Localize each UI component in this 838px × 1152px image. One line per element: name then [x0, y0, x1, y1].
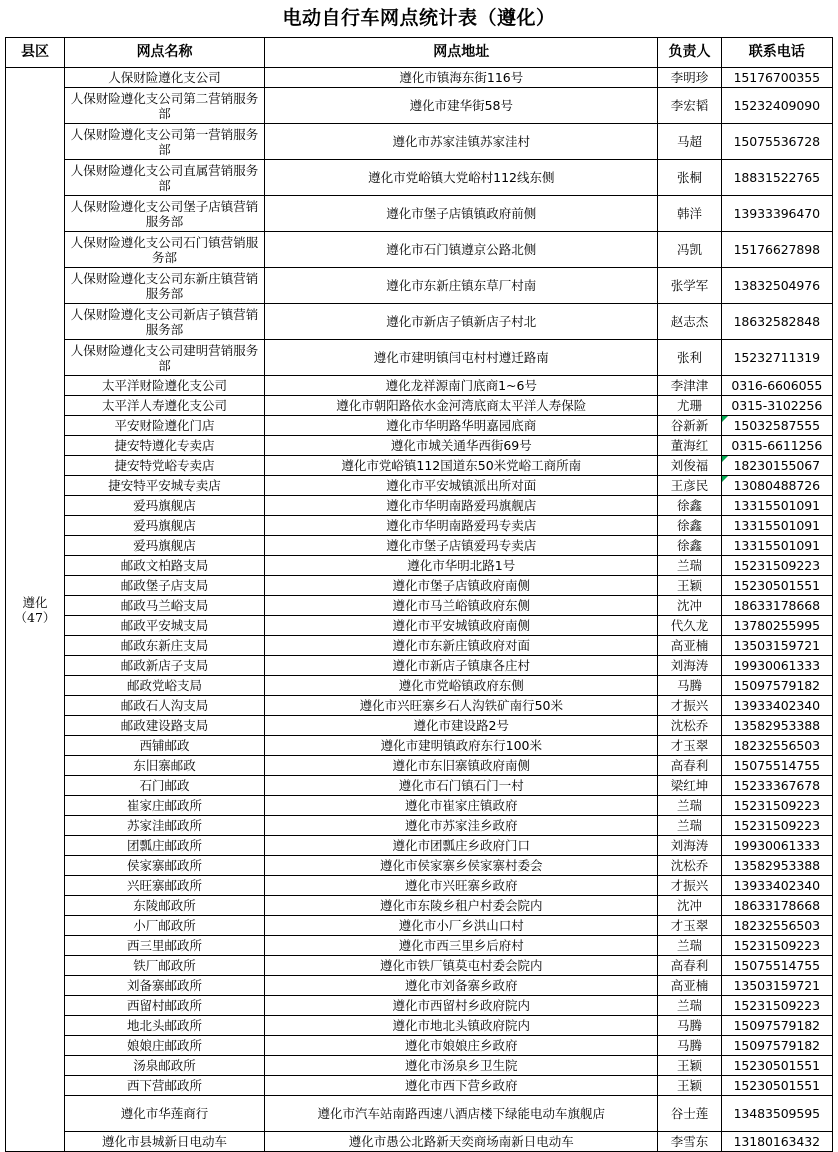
table-row[interactable] — [6, 956, 833, 976]
cell-contact-person: 刘海涛 — [658, 836, 721, 856]
cell-outlet-address: 遵化市建设路2号 — [265, 716, 658, 736]
table-row[interactable] — [6, 976, 833, 996]
cell-contact-phone: 13315501091 — [721, 536, 832, 556]
cell-contact-person: 王彦民 — [658, 476, 721, 496]
cell-outlet-address: 遵化市西三里乡后府村 — [265, 936, 658, 956]
cell-outlet-name: 爱玛旗舰店 — [64, 536, 264, 556]
county-name: 遵化 — [22, 594, 48, 610]
cell-outlet-name: 太平洋人寿遵化支公司 — [64, 396, 264, 416]
cell-outlet-name: 地北头邮政所 — [64, 1016, 264, 1036]
outlets-table — [5, 37, 833, 1152]
table-row[interactable] — [6, 232, 833, 268]
cell-contact-phone: 15075536728 — [721, 124, 832, 160]
cell-contact-phone-flagged: 13080488726 — [721, 476, 832, 496]
cell-contact-person: 马腾 — [658, 1036, 721, 1056]
cell-outlet-name: 东陵邮政所 — [64, 896, 264, 916]
cell-outlet-name: 西三里邮政所 — [64, 936, 264, 956]
cell-contact-phone: 13780255995 — [721, 616, 832, 636]
cell-contact-phone: 0316-6606055 — [721, 376, 832, 396]
cell-contact-phone: 18633178668 — [721, 896, 832, 916]
table-row[interactable] — [6, 1096, 833, 1132]
table-row[interactable] — [6, 796, 833, 816]
cell-outlet-name: 汤泉邮政所 — [64, 1056, 264, 1076]
cell-outlet-address: 遵化市愚公北路新天奕商场南新日电动车 — [265, 1132, 658, 1152]
cell-contact-phone: 19930061333 — [721, 836, 832, 856]
cell-outlet-address: 遵化市汽车站南路西速八酒店楼下绿能电动车旗舰店 — [265, 1096, 658, 1132]
cell-outlet-address: 遵化市朝阳路依水金河湾底商太平洋人寿保险 — [265, 396, 658, 416]
county-cell — [6, 68, 65, 1152]
cell-contact-phone: 15075514755 — [721, 756, 832, 776]
cell-outlet-name: 邮政平安城支局 — [64, 616, 264, 636]
cell-outlet-address: 遵化市党峪镇112国道东50米党峪工商所南 — [265, 456, 658, 476]
cell-outlet-name: 西铺邮政 — [64, 736, 264, 756]
cell-contact-person: 沈松乔 — [658, 716, 721, 736]
table-row[interactable] — [6, 636, 833, 656]
cell-outlet-name: 邮政石人沟支局 — [64, 696, 264, 716]
cell-outlet-name: 人保财险遵化支公司石门镇营销服务部 — [64, 232, 264, 268]
cell-outlet-name: 邮政文柏路支局 — [64, 556, 264, 576]
table-row[interactable] — [6, 756, 833, 776]
cell-contact-phone: 15232409090 — [721, 88, 832, 124]
cell-contact-person: 兰瑞 — [658, 996, 721, 1016]
cell-contact-person: 沈松乔 — [658, 856, 721, 876]
cell-outlet-address: 遵化市建明镇闫屯村村遵迁路南 — [265, 340, 658, 376]
cell-outlet-name: 邮政马兰峪支局 — [64, 596, 264, 616]
cell-outlet-name: 邮政堡子店支局 — [64, 576, 264, 596]
table-row[interactable] — [6, 1132, 833, 1152]
cell-contact-phone: 18232556503 — [721, 736, 832, 756]
cell-contact-person: 谷士莲 — [658, 1096, 721, 1132]
cell-contact-person: 张桐 — [658, 160, 721, 196]
cell-contact-person: 李宏韬 — [658, 88, 721, 124]
cell-contact-phone: 13483509595 — [721, 1096, 832, 1132]
cell-outlet-name: 西下营邮政所 — [64, 1076, 264, 1096]
cell-outlet-address: 遵化市苏家洼镇苏家洼村 — [265, 124, 658, 160]
cell-contact-person: 王颖 — [658, 576, 721, 596]
cell-contact-person: 沈冲 — [658, 596, 721, 616]
page-title: 电动自行车网点统计表（遵化） — [282, 7, 556, 29]
cell-outlet-address: 遵化市东新庄镇东草厂村南 — [265, 268, 658, 304]
cell-outlet-address: 遵化市建明镇政府东行100米 — [265, 736, 658, 756]
cell-contact-person: 李津津 — [658, 376, 721, 396]
table-row[interactable] — [6, 196, 833, 232]
cell-contact-phone: 18831522765 — [721, 160, 832, 196]
cell-contact-phone: 13933396470 — [721, 196, 832, 232]
table-row[interactable] — [6, 516, 833, 536]
cell-outlet-name: 人保财险遵化支公司建明营销服务部 — [64, 340, 264, 376]
cell-outlet-address: 遵化市堡子店镇爱玛专卖店 — [265, 536, 658, 556]
cell-outlet-name: 爱玛旗舰店 — [64, 516, 264, 536]
table-row[interactable] — [6, 996, 833, 1016]
cell-contact-phone: 15097579182 — [721, 1036, 832, 1056]
column-header-name: 网点名称 — [64, 38, 264, 68]
cell-outlet-address: 遵化市刘备寨乡政府 — [265, 976, 658, 996]
cell-outlet-name: 人保财险遵化支公司新店子镇营销服务部 — [64, 304, 264, 340]
cell-outlet-address: 遵化市新店子镇新店子村北 — [265, 304, 658, 340]
table-row[interactable] — [6, 656, 833, 676]
table-row[interactable] — [6, 1056, 833, 1076]
cell-contact-phone: 15230501551 — [721, 1076, 832, 1096]
cell-contact-phone: 15231509223 — [721, 556, 832, 576]
cell-contact-person: 兰瑞 — [658, 936, 721, 956]
cell-contact-phone: 15075514755 — [721, 956, 832, 976]
cell-outlet-address: 遵化市华明北路1号 — [265, 556, 658, 576]
cell-outlet-address: 遵化市石门镇遵京公路北侧 — [265, 232, 658, 268]
cell-outlet-name: 人保财险遵化支公司直属营销服务部 — [64, 160, 264, 196]
cell-contact-person: 董海红 — [658, 436, 721, 456]
cell-contact-phone: 15231509223 — [721, 996, 832, 1016]
cell-outlet-name: 邮政党峪支局 — [64, 676, 264, 696]
cell-outlet-name: 邮政新店子支局 — [64, 656, 264, 676]
cell-contact-person: 才振兴 — [658, 876, 721, 896]
cell-contact-person: 刘俊福 — [658, 456, 721, 476]
cell-contact-person: 谷新新 — [658, 416, 721, 436]
cell-contact-person: 尤珊 — [658, 396, 721, 416]
table-header — [6, 38, 833, 68]
cell-outlet-name: 崔家庄邮政所 — [64, 796, 264, 816]
cell-outlet-address: 遵化市东旧寨镇政府南侧 — [265, 756, 658, 776]
cell-outlet-address: 遵化市堡子店镇政府南侧 — [265, 576, 658, 596]
table-row[interactable] — [6, 776, 833, 796]
cell-outlet-address: 遵化市堡子店镇镇政府前侧 — [265, 196, 658, 232]
cell-contact-person: 兰瑞 — [658, 796, 721, 816]
table-row[interactable] — [6, 716, 833, 736]
table-row[interactable] — [6, 396, 833, 416]
column-header-phone: 联系电话 — [721, 38, 832, 68]
cell-contact-person: 沈冲 — [658, 896, 721, 916]
cell-contact-person: 才振兴 — [658, 696, 721, 716]
cell-contact-person: 李明珍 — [658, 68, 721, 88]
cell-contact-person: 高春利 — [658, 956, 721, 976]
cell-outlet-name: 刘备寨邮政所 — [64, 976, 264, 996]
table-row[interactable] — [6, 676, 833, 696]
cell-outlet-name: 石门邮政 — [64, 776, 264, 796]
cell-outlet-address: 遵化市东陵乡租户村委会院内 — [265, 896, 658, 916]
cell-outlet-address: 遵化市团瓢庄乡政府门口 — [265, 836, 658, 856]
cell-contact-person: 兰瑞 — [658, 556, 721, 576]
cell-outlet-address: 遵化市平安城镇政府南侧 — [265, 616, 658, 636]
cell-contact-person: 梁红坤 — [658, 776, 721, 796]
table-row[interactable] — [6, 916, 833, 936]
table-row[interactable] — [6, 436, 833, 456]
table-row[interactable] — [6, 160, 833, 196]
cell-outlet-name: 太平洋财险遵化支公司 — [64, 376, 264, 396]
cell-contact-phone: 13503159721 — [721, 976, 832, 996]
cell-contact-person: 才玉翠 — [658, 736, 721, 756]
cell-outlet-address: 遵化市西下营乡政府 — [265, 1076, 658, 1096]
table-row[interactable] — [6, 596, 833, 616]
cell-outlet-name: 人保财险遵化支公司堡子店镇营销服务部 — [64, 196, 264, 232]
cell-outlet-name: 捷安特遵化专卖店 — [64, 436, 264, 456]
cell-contact-phone-flagged: 15032587555 — [721, 416, 832, 436]
table-row[interactable] — [6, 736, 833, 756]
cell-outlet-address: 遵化市石门镇石门一村 — [265, 776, 658, 796]
cell-outlet-address: 遵化市新店子镇康各庄村 — [265, 656, 658, 676]
header-row — [6, 38, 833, 68]
cell-outlet-name: 遵化市县城新日电动车 — [64, 1132, 264, 1152]
cell-contact-phone: 15176627898 — [721, 232, 832, 268]
cell-outlet-address: 遵化市东新庄镇政府对面 — [265, 636, 658, 656]
cell-contact-phone: 13582953388 — [721, 716, 832, 736]
table-row[interactable] — [6, 836, 833, 856]
table-row[interactable] — [6, 340, 833, 376]
cell-outlet-name: 捷安特平安城专卖店 — [64, 476, 264, 496]
cell-contact-phone: 13933402340 — [721, 876, 832, 896]
cell-contact-person: 王颖 — [658, 1076, 721, 1096]
cell-outlet-address: 遵化市崔家庄镇政府 — [265, 796, 658, 816]
column-header-county: 县区 — [6, 38, 65, 68]
cell-contact-person: 刘海涛 — [658, 656, 721, 676]
table-row[interactable] — [6, 536, 833, 556]
table-row[interactable] — [6, 616, 833, 636]
cell-outlet-address: 遵化市党峪镇政府东侧 — [265, 676, 658, 696]
cell-contact-person: 张利 — [658, 340, 721, 376]
cell-contact-person: 徐鑫 — [658, 516, 721, 536]
cell-contact-phone: 18232556503 — [721, 916, 832, 936]
cell-contact-phone: 15097579182 — [721, 676, 832, 696]
table-row[interactable] — [6, 856, 833, 876]
table-row[interactable] — [6, 696, 833, 716]
cell-contact-phone: 13832504976 — [721, 268, 832, 304]
table-row[interactable] — [6, 1076, 833, 1096]
cell-outlet-name: 人保财险遵化支公司第一营销服务部 — [64, 124, 264, 160]
cell-outlet-address: 遵化市镇海东街116号 — [265, 68, 658, 88]
table-row[interactable] — [6, 268, 833, 304]
cell-contact-phone: 15232711319 — [721, 340, 832, 376]
cell-contact-phone: 13503159721 — [721, 636, 832, 656]
cell-contact-person: 赵志杰 — [658, 304, 721, 340]
table-row[interactable] — [6, 476, 833, 496]
table-row[interactable] — [6, 304, 833, 340]
cell-outlet-name: 邮政建设路支局 — [64, 716, 264, 736]
table-row[interactable] — [6, 456, 833, 476]
cell-outlet-name: 捷安特党峪专卖店 — [64, 456, 264, 476]
cell-contact-person: 马腾 — [658, 676, 721, 696]
table-row[interactable] — [6, 416, 833, 436]
cell-outlet-address: 遵化市小厂乡洪山口村 — [265, 916, 658, 936]
table-row[interactable] — [6, 68, 833, 88]
cell-outlet-name: 人保财险遵化支公司 — [64, 68, 264, 88]
cell-contact-phone: 15231509223 — [721, 796, 832, 816]
cell-outlet-address: 遵化龙祥源南门底商1~6号 — [265, 376, 658, 396]
cell-outlet-address: 遵化市城关通华西街69号 — [265, 436, 658, 456]
table-row[interactable] — [6, 556, 833, 576]
cell-outlet-address: 遵化市铁厂镇莫屯村委会院内 — [265, 956, 658, 976]
cell-contact-phone: 18633178668 — [721, 596, 832, 616]
cell-outlet-address: 遵化市汤泉乡卫生院 — [265, 1056, 658, 1076]
cell-contact-person: 兰瑞 — [658, 816, 721, 836]
table-row[interactable] — [6, 876, 833, 896]
cell-outlet-address: 遵化市华明南路爱玛旗舰店 — [265, 496, 658, 516]
cell-contact-phone: 13933402340 — [721, 696, 832, 716]
cell-outlet-name: 团瓢庄邮政所 — [64, 836, 264, 856]
cell-contact-phone: 15230501551 — [721, 1056, 832, 1076]
cell-contact-person: 马腾 — [658, 1016, 721, 1036]
cell-outlet-name: 小厂邮政所 — [64, 916, 264, 936]
table-row[interactable] — [6, 88, 833, 124]
cell-outlet-name: 平安财险遵化门店 — [64, 416, 264, 436]
cell-contact-phone: 15231509223 — [721, 816, 832, 836]
cell-contact-phone: 19930061333 — [721, 656, 832, 676]
table-row[interactable] — [6, 896, 833, 916]
cell-outlet-name: 遵化市华莲商行 — [64, 1096, 264, 1132]
cell-contact-phone: 0315-6611256 — [721, 436, 832, 456]
cell-contact-person: 代久龙 — [658, 616, 721, 636]
cell-outlet-name: 娘娘庄邮政所 — [64, 1036, 264, 1056]
cell-outlet-address: 遵化市西留村乡政府院内 — [265, 996, 658, 1016]
column-header-address: 网点地址 — [265, 38, 658, 68]
table-row[interactable] — [6, 496, 833, 516]
cell-outlet-name: 人保财险遵化支公司东新庄镇营销服务部 — [64, 268, 264, 304]
cell-contact-person: 冯凯 — [658, 232, 721, 268]
cell-contact-phone: 15230501551 — [721, 576, 832, 596]
cell-contact-phone: 15176700355 — [721, 68, 832, 88]
table-row[interactable] — [6, 936, 833, 956]
cell-contact-phone: 13180163432 — [721, 1132, 832, 1152]
cell-outlet-address: 遵化市党峪镇大党峪村112线东侧 — [265, 160, 658, 196]
cell-contact-phone: 18632582848 — [721, 304, 832, 340]
cell-outlet-address: 遵化市地北头镇政府院内 — [265, 1016, 658, 1036]
cell-contact-person: 徐鑫 — [658, 496, 721, 516]
table-row[interactable] — [6, 124, 833, 160]
county-count: （47） — [14, 609, 56, 625]
cell-contact-person: 王颖 — [658, 1056, 721, 1076]
cell-contact-phone: 13582953388 — [721, 856, 832, 876]
cell-contact-phone: 15233367678 — [721, 776, 832, 796]
cell-outlet-name: 邮政东新庄支局 — [64, 636, 264, 656]
cell-contact-person: 才玉翠 — [658, 916, 721, 936]
table-row[interactable] — [6, 1036, 833, 1056]
cell-outlet-address: 遵化市建华街58号 — [265, 88, 658, 124]
cell-contact-person: 高亚楠 — [658, 976, 721, 996]
cell-contact-person: 张学军 — [658, 268, 721, 304]
cell-outlet-name: 人保财险遵化支公司第二营销服务部 — [64, 88, 264, 124]
cell-contact-person: 马超 — [658, 124, 721, 160]
cell-outlet-name: 爱玛旗舰店 — [64, 496, 264, 516]
table-row[interactable] — [6, 1016, 833, 1036]
cell-outlet-address: 遵化市华明路华明嘉园底商 — [265, 416, 658, 436]
table-row[interactable] — [6, 576, 833, 596]
cell-outlet-address: 遵化市华明南路爱玛专卖店 — [265, 516, 658, 536]
cell-contact-person: 高春利 — [658, 756, 721, 776]
cell-contact-phone: 13315501091 — [721, 496, 832, 516]
cell-contact-person: 徐鑫 — [658, 536, 721, 556]
cell-outlet-address: 遵化市侯家寨乡侯家寨村委会 — [265, 856, 658, 876]
cell-outlet-address: 遵化市平安城镇派出所对面 — [265, 476, 658, 496]
cell-contact-phone: 0315-3102256 — [721, 396, 832, 416]
column-header-person: 负责人 — [658, 38, 721, 68]
cell-outlet-name: 兴旺寨邮政所 — [64, 876, 264, 896]
cell-contact-person: 韩洋 — [658, 196, 721, 232]
cell-outlet-address: 遵化市兴旺寨乡石人沟铁矿南行50米 — [265, 696, 658, 716]
cell-outlet-address: 遵化市兴旺寨乡政府 — [265, 876, 658, 896]
cell-outlet-name: 西留村邮政所 — [64, 996, 264, 1016]
cell-contact-phone: 13315501091 — [721, 516, 832, 536]
cell-contact-person: 李雪东 — [658, 1132, 721, 1152]
cell-outlet-name: 苏家洼邮政所 — [64, 816, 264, 836]
cell-contact-phone: 15097579182 — [721, 1016, 832, 1036]
table-body — [6, 68, 833, 1152]
cell-outlet-address: 遵化市娘娘庄乡政府 — [265, 1036, 658, 1056]
cell-outlet-address: 遵化市苏家洼乡政府 — [265, 816, 658, 836]
cell-outlet-address: 遵化市马兰峪镇政府东侧 — [265, 596, 658, 616]
cell-contact-phone-flagged: 18230155067 — [721, 456, 832, 476]
table-row[interactable] — [6, 376, 833, 396]
table-row[interactable] — [6, 816, 833, 836]
cell-contact-phone: 15231509223 — [721, 936, 832, 956]
cell-outlet-name: 铁厂邮政所 — [64, 956, 264, 976]
cell-outlet-name: 东旧寨邮政 — [64, 756, 264, 776]
cell-contact-person: 高亚楠 — [658, 636, 721, 656]
cell-outlet-name: 侯家寨邮政所 — [64, 856, 264, 876]
